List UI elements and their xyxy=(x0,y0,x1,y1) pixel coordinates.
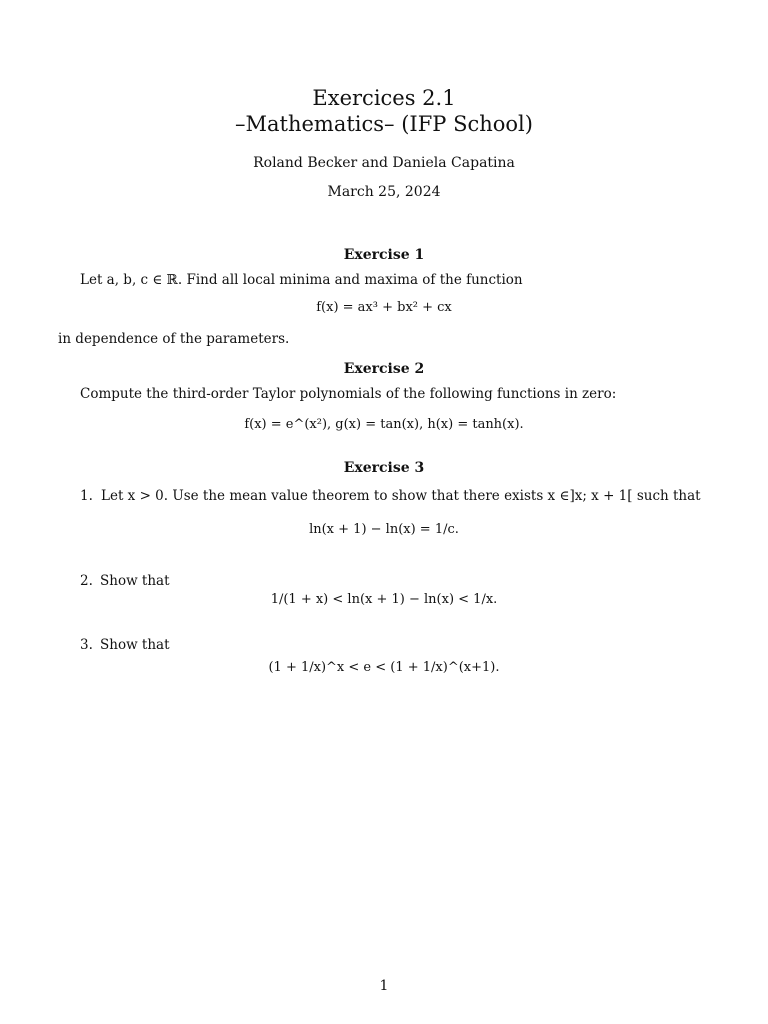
exercise1-formula xyxy=(0,300,768,315)
exercise3-item3-formula-text: (1 + 1/x)^x < e < (1 + 1/x)^(x+1). xyxy=(268,660,500,675)
document-title-line1: Exercices 2.1 xyxy=(312,86,456,110)
exercise3-item1-formula xyxy=(0,522,768,537)
document-title-line2: –Mathematics– (IFP School) xyxy=(235,112,533,136)
exercise3-item1-formula-text: ln(x + 1) − ln(x) = 1/c. xyxy=(309,522,459,537)
exercise3-item3-text: Show that xyxy=(100,637,170,653)
exercise1-outro: in dependence of the parameters. xyxy=(58,331,290,347)
exercise3-heading: Exercise 3 xyxy=(343,460,425,476)
authors: Roland Becker and Daniela Capatina xyxy=(253,155,515,171)
exercise2-formula-text: f(x) = e^(x²), g(x) = tan(x), h(x) = tanh(x). xyxy=(244,417,524,432)
exercise1-intro xyxy=(80,272,523,288)
document-date: March 25, 2024 xyxy=(327,184,441,200)
exercise3-item3-formula xyxy=(0,660,768,675)
exercise3-item2-formula xyxy=(0,592,768,607)
exercise1-intro-text: Let a, b, c ∈ ℝ. Find all local minima and maxima of the function xyxy=(80,272,523,288)
page-number: 1 xyxy=(379,978,389,994)
exercise1-formula-text: f(x) = ax³ + bx² + cx xyxy=(316,300,452,315)
exercise3-item2-formula-text: 1/(1 + x) < ln(x + 1) − ln(x) < 1/x. xyxy=(270,592,498,607)
exercise3-item1-text: Let x > 0. Use the mean value theorem to show that there exists x ∈]x; x + 1[ such that xyxy=(101,488,701,504)
exercise2-intro: Compute the third-order Taylor polynomials of the following functions in zero: xyxy=(80,386,617,402)
exercise3-item1-number: 1. xyxy=(80,488,93,504)
exercise2-formula xyxy=(0,417,768,432)
exercise3-item3-number: 3. xyxy=(80,637,93,653)
exercise3-item2-text: Show that xyxy=(100,573,170,589)
exercise3-item2-number: 2. xyxy=(80,573,93,589)
exercise2-heading: Exercise 2 xyxy=(343,361,425,377)
exercise1-heading: Exercise 1 xyxy=(343,247,425,263)
